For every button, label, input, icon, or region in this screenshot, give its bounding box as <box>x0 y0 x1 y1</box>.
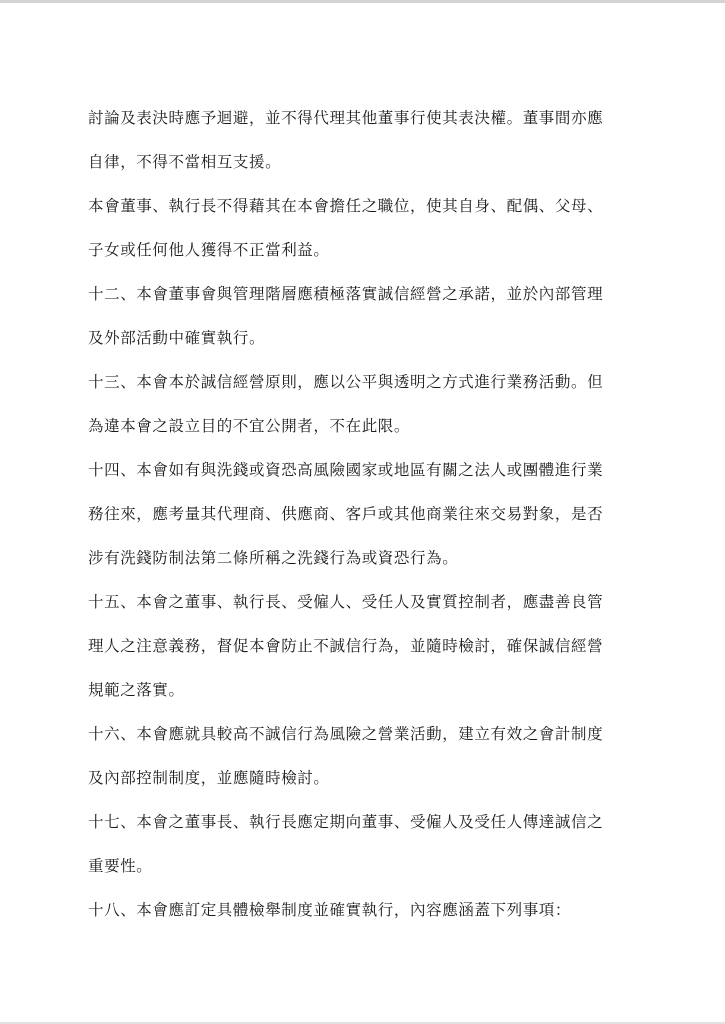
text-line: 十二、本會董事會與管理階層應積極落實誠信經營之承諾，並於內部管理 <box>88 285 604 303</box>
paragraph-item-12 <box>88 272 648 360</box>
text-line: 本會董事、執行長不得藉其在本會擔任之職位，使其自身、配偶、父母、 <box>88 197 604 215</box>
text-line: 規範之落實。 <box>88 681 185 699</box>
paragraph-item-18 <box>88 888 648 932</box>
text-line: 十四、本會如有與洗錢或資恐高風險國家或地區有關之法人或團體進行業 <box>88 461 604 479</box>
paragraph-item-14 <box>88 448 648 580</box>
text-line: 十三、本會本於誠信經營原則，應以公平與透明之方式進行業務活動。但 <box>88 373 604 391</box>
paragraph-item-13 <box>88 360 648 448</box>
text-line: 十五、本會之董事、執行長、受僱人、受任人及實質控制者，應盡善良管 <box>88 593 604 611</box>
text-line: 為違本會之設立目的不宜公開者，不在此限。 <box>88 417 411 435</box>
text-line: 十七、本會之董事長、執行長應定期向董事、受僱人及受任人傳達誠信之 <box>88 813 604 831</box>
paragraph-no-improper-benefit <box>88 184 648 272</box>
text-line: 子女或任何他人獲得不正當利益。 <box>88 241 330 259</box>
text-line: 涉有洗錢防制法第二條所稱之洗錢行為或資恐行為。 <box>88 549 459 567</box>
paragraph-recusal <box>88 96 648 184</box>
paragraph-item-17 <box>88 800 648 888</box>
text-line: 務往來，應考量其代理商、供應商、客戶或其他商業往來交易對象，是否 <box>88 505 604 523</box>
paragraph-item-16 <box>88 712 648 800</box>
text-line: 討論及表決時應予迴避，並不得代理其他董事行使其表決權。董事間亦應 <box>88 109 604 127</box>
text-line: 自律，不得不當相互支援。 <box>88 153 282 171</box>
text-line: 十六、本會應就具較高不誠信行為風險之營業活動，建立有效之會計制度 <box>88 725 604 743</box>
text-line: 重要性。 <box>88 857 153 875</box>
text-line: 及外部活動中確實執行。 <box>88 329 266 347</box>
scan-top-edge <box>0 0 725 3</box>
text-line: 理人之注意義務，督促本會防止不誠信行為，並隨時檢討，確保誠信經營 <box>88 637 604 655</box>
document-body <box>88 96 648 932</box>
text-line: 十八、本會應訂定具體檢舉制度並確實執行，內容應涵蓋下列事項： <box>88 901 572 919</box>
text-line: 及內部控制制度，並應隨時檢討。 <box>88 769 330 787</box>
paragraph-item-15 <box>88 580 648 712</box>
